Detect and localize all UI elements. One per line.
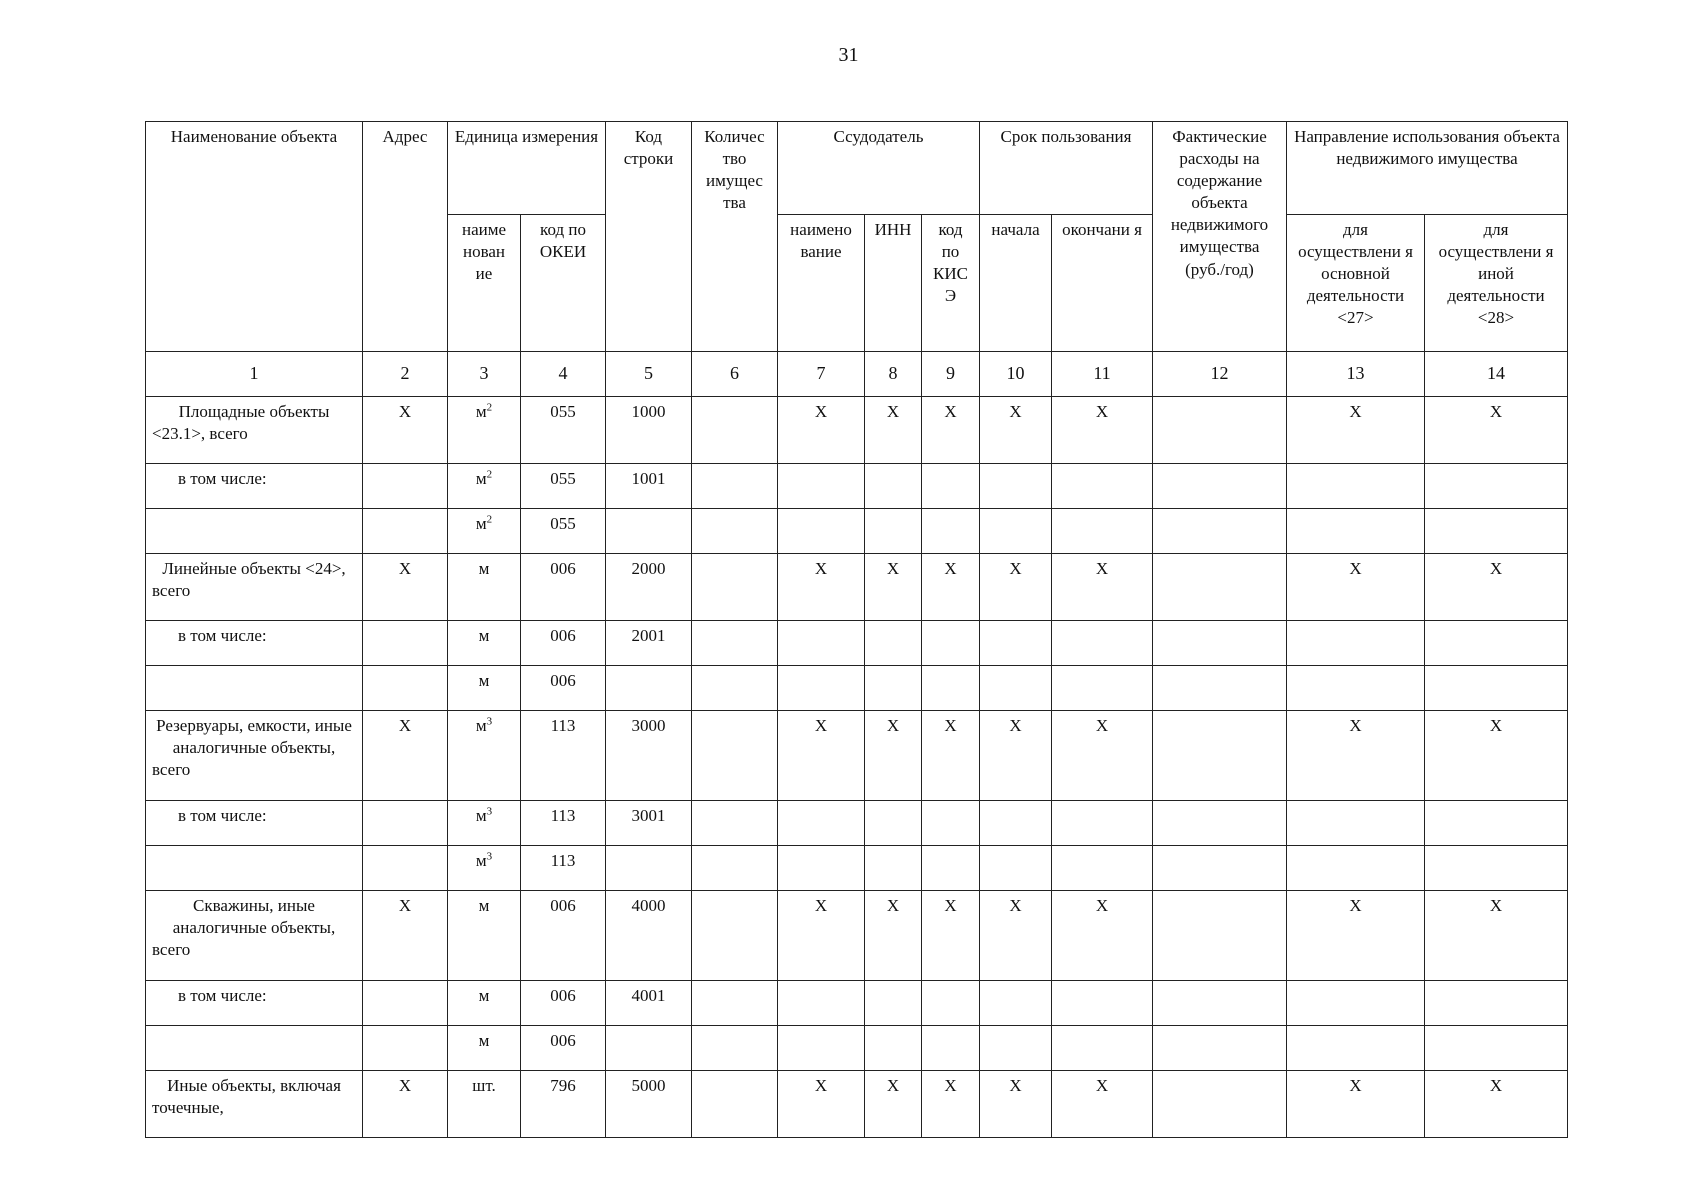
row-lender-inn: [865, 464, 922, 509]
row-term-end: X: [1052, 1071, 1153, 1138]
row-term-start: X: [980, 554, 1052, 621]
unit-exponent: 3: [486, 850, 493, 863]
row-term-end: [1052, 1026, 1153, 1071]
row-lender-inn: [865, 509, 922, 554]
column-number: 2: [363, 352, 448, 397]
row-quantity: [692, 397, 778, 464]
row-object-name: Резервуары, емкости, иные аналогичные объекты, всего: [146, 711, 363, 801]
row-okei-code: 006: [521, 554, 606, 621]
unit-label: м: [478, 896, 490, 915]
row-lender-kise: [922, 801, 980, 846]
row-lender-name: [778, 846, 865, 891]
unit-exponent: 3: [486, 715, 493, 728]
column-number: 6: [692, 352, 778, 397]
unit-exponent: 2: [486, 401, 493, 414]
row-object-name: Иные объекты, включая точечные,: [146, 1071, 363, 1138]
column-number: 7: [778, 352, 865, 397]
table-row: [146, 891, 1568, 981]
row-okei-code: 006: [521, 1026, 606, 1071]
table-row: [146, 509, 1568, 554]
row-quantity: [692, 1026, 778, 1071]
row-lender-inn: X: [865, 554, 922, 621]
row-lender-kise: [922, 846, 980, 891]
header-address: Адрес: [363, 122, 448, 352]
row-lender-kise: [922, 621, 980, 666]
column-number: 14: [1425, 352, 1568, 397]
row-direction-other: [1425, 666, 1568, 711]
row-line-code: 3000: [606, 711, 692, 801]
row-object-name: [146, 846, 363, 891]
row-unit-name: [448, 801, 521, 846]
row-okei-code: 006: [521, 981, 606, 1026]
row-term-end: [1052, 981, 1153, 1026]
row-okei-code: 006: [521, 891, 606, 981]
row-quantity: [692, 891, 778, 981]
row-unit-name: [448, 1071, 521, 1138]
row-unit-name: [448, 981, 521, 1026]
row-line-code: [606, 1026, 692, 1071]
row-term-start: X: [980, 1071, 1052, 1138]
row-direction-main: [1287, 1026, 1425, 1071]
header-expenses: Фактические расходы на содержание объекта недвижимого имущества (руб./год): [1153, 122, 1287, 352]
row-address: [363, 846, 448, 891]
row-direction-main: [1287, 666, 1425, 711]
row-line-code: 1000: [606, 397, 692, 464]
row-quantity: [692, 1071, 778, 1138]
row-address: [363, 1026, 448, 1071]
row-quantity: [692, 554, 778, 621]
row-object-name: [146, 1026, 363, 1071]
table-row: [146, 464, 1568, 509]
row-address: X: [363, 397, 448, 464]
unit-label: м: [475, 514, 487, 533]
row-term-end: X: [1052, 891, 1153, 981]
row-lender-kise: [922, 1026, 980, 1071]
row-direction-other: X: [1425, 711, 1568, 801]
row-line-code: [606, 509, 692, 554]
row-quantity: [692, 846, 778, 891]
row-line-code: [606, 846, 692, 891]
unit-exponent: 2: [486, 468, 493, 481]
table-row: [146, 1071, 1568, 1138]
row-unit-name: [448, 846, 521, 891]
row-okei-code: 006: [521, 621, 606, 666]
row-address: [363, 801, 448, 846]
row-expenses: [1153, 666, 1287, 711]
header-unit-name: наиме нован ие: [448, 215, 521, 352]
row-unit-name: [448, 464, 521, 509]
row-term-start: [980, 464, 1052, 509]
row-line-code: 4001: [606, 981, 692, 1026]
header-quantity: Количес тво имущес тва: [692, 122, 778, 352]
row-lender-name: X: [778, 554, 865, 621]
unit-label: м: [478, 626, 490, 645]
row-lender-name: [778, 666, 865, 711]
row-direction-main: [1287, 981, 1425, 1026]
row-term-start: [980, 666, 1052, 711]
row-address: X: [363, 1071, 448, 1138]
unit-label: м: [478, 986, 490, 1005]
row-lender-kise: [922, 981, 980, 1026]
column-number: 9: [922, 352, 980, 397]
row-lender-kise: [922, 464, 980, 509]
row-quantity: [692, 464, 778, 509]
row-line-code: 2001: [606, 621, 692, 666]
row-direction-other: [1425, 981, 1568, 1026]
row-term-start: [980, 846, 1052, 891]
row-line-code: [606, 666, 692, 711]
table-row: [146, 666, 1568, 711]
row-lender-name: [778, 621, 865, 666]
row-direction-other: [1425, 801, 1568, 846]
row-expenses: [1153, 464, 1287, 509]
column-number: 3: [448, 352, 521, 397]
row-direction-other: [1425, 509, 1568, 554]
unit-label: м: [478, 1031, 490, 1050]
unit-exponent: 3: [486, 805, 493, 818]
row-direction-main: [1287, 621, 1425, 666]
row-expenses: [1153, 981, 1287, 1026]
column-number: 8: [865, 352, 922, 397]
unit-label: м: [478, 559, 490, 578]
row-address: [363, 509, 448, 554]
row-direction-other: X: [1425, 891, 1568, 981]
row-lender-kise: X: [922, 1071, 980, 1138]
header-line-code: Код строки: [606, 122, 692, 352]
row-expenses: [1153, 1071, 1287, 1138]
row-term-end: [1052, 621, 1153, 666]
row-object-name: [146, 666, 363, 711]
header-lender: Ссудодатель: [778, 122, 980, 215]
header-lender-inn: ИНН: [865, 215, 922, 352]
column-number: 13: [1287, 352, 1425, 397]
row-unit-name: [448, 891, 521, 981]
table-body: [146, 397, 1568, 1138]
row-term-start: X: [980, 891, 1052, 981]
row-unit-name: [448, 554, 521, 621]
row-address: [363, 666, 448, 711]
row-lender-name: [778, 509, 865, 554]
row-term-end: X: [1052, 711, 1153, 801]
row-quantity: [692, 666, 778, 711]
row-address: X: [363, 554, 448, 621]
row-expenses: [1153, 801, 1287, 846]
row-address: [363, 621, 448, 666]
row-object-name: Линейные объекты <24>, всего: [146, 554, 363, 621]
unit-label: м: [478, 671, 490, 690]
row-lender-name: X: [778, 1071, 865, 1138]
row-line-code: 5000: [606, 1071, 692, 1138]
row-direction-other: X: [1425, 554, 1568, 621]
row-direction-main: [1287, 846, 1425, 891]
table-row: [146, 981, 1568, 1026]
unit-label: м: [475, 716, 487, 735]
row-lender-kise: [922, 509, 980, 554]
row-term-start: X: [980, 397, 1052, 464]
row-direction-main: X: [1287, 1071, 1425, 1138]
row-lender-inn: [865, 666, 922, 711]
table-row: [146, 801, 1568, 846]
row-okei-code: 113: [521, 711, 606, 801]
row-term-end: [1052, 509, 1153, 554]
row-lender-inn: X: [865, 1071, 922, 1138]
row-unit-name: [448, 397, 521, 464]
column-number: 11: [1052, 352, 1153, 397]
row-lender-name: [778, 1026, 865, 1071]
unit-label: м: [475, 402, 487, 421]
row-expenses: [1153, 846, 1287, 891]
row-okei-code: 006: [521, 666, 606, 711]
header-direction: Направление использования объекта недвижимого имущества: [1287, 122, 1568, 215]
row-lender-inn: [865, 621, 922, 666]
row-okei-code: 055: [521, 397, 606, 464]
row-line-code: 1001: [606, 464, 692, 509]
row-term-end: [1052, 846, 1153, 891]
column-number: 1: [146, 352, 363, 397]
row-lender-name: X: [778, 397, 865, 464]
unit-exponent: 2: [486, 513, 493, 526]
row-unit-name: [448, 711, 521, 801]
table-row: [146, 397, 1568, 464]
row-term-end: [1052, 464, 1153, 509]
row-line-code: 2000: [606, 554, 692, 621]
row-line-code: 3001: [606, 801, 692, 846]
row-lender-kise: X: [922, 711, 980, 801]
table-row: [146, 711, 1568, 801]
row-unit-name: [448, 666, 521, 711]
row-address: X: [363, 711, 448, 801]
column-number-row: [146, 352, 1568, 397]
column-number: 10: [980, 352, 1052, 397]
row-object-name: [146, 509, 363, 554]
row-direction-main: X: [1287, 711, 1425, 801]
row-object-name: в том числе:: [146, 981, 363, 1026]
unit-label: шт.: [472, 1076, 496, 1095]
row-term-start: [980, 509, 1052, 554]
row-direction-other: X: [1425, 397, 1568, 464]
row-line-code: 4000: [606, 891, 692, 981]
header-lender-kise: код по КИС Э: [922, 215, 980, 352]
row-okei-code: 113: [521, 801, 606, 846]
row-term-start: X: [980, 711, 1052, 801]
row-direction-other: [1425, 621, 1568, 666]
row-direction-main: X: [1287, 891, 1425, 981]
row-okei-code: 055: [521, 509, 606, 554]
row-direction-main: [1287, 801, 1425, 846]
row-okei-code: 113: [521, 846, 606, 891]
unit-label: м: [475, 806, 487, 825]
header-unit: Единица измерения: [448, 122, 606, 215]
row-lender-inn: [865, 1026, 922, 1071]
property-report-table: [145, 121, 1568, 1138]
row-unit-name: [448, 1026, 521, 1071]
row-quantity: [692, 801, 778, 846]
header-object-name: Наименование объекта: [146, 122, 363, 352]
row-lender-name: X: [778, 891, 865, 981]
row-object-name: Скважины, иные аналогичные объекты, всего: [146, 891, 363, 981]
table-row: [146, 621, 1568, 666]
row-lender-inn: [865, 846, 922, 891]
row-lender-kise: X: [922, 891, 980, 981]
row-unit-name: [448, 509, 521, 554]
row-term-start: [980, 801, 1052, 846]
row-quantity: [692, 621, 778, 666]
row-lender-name: X: [778, 711, 865, 801]
row-expenses: [1153, 397, 1287, 464]
table-row: [146, 846, 1568, 891]
row-object-name: в том числе:: [146, 621, 363, 666]
row-direction-other: X: [1425, 1071, 1568, 1138]
row-quantity: [692, 509, 778, 554]
unit-label: м: [475, 851, 487, 870]
row-lender-inn: [865, 981, 922, 1026]
row-lender-name: [778, 981, 865, 1026]
row-object-name: в том числе:: [146, 801, 363, 846]
row-direction-main: X: [1287, 554, 1425, 621]
page-number: 31: [838, 44, 859, 66]
header-term-start: начала: [980, 215, 1052, 352]
row-lender-kise: [922, 666, 980, 711]
row-unit-name: [448, 621, 521, 666]
row-direction-main: [1287, 509, 1425, 554]
row-lender-inn: X: [865, 711, 922, 801]
row-direction-main: X: [1287, 397, 1425, 464]
row-lender-kise: X: [922, 554, 980, 621]
column-number: 4: [521, 352, 606, 397]
row-term-end: [1052, 666, 1153, 711]
row-expenses: [1153, 1026, 1287, 1071]
row-okei-code: 055: [521, 464, 606, 509]
header-term-end: окончани я: [1052, 215, 1153, 352]
row-address: [363, 464, 448, 509]
table-row: [146, 554, 1568, 621]
row-lender-name: [778, 801, 865, 846]
row-term-end: X: [1052, 554, 1153, 621]
row-expenses: [1153, 554, 1287, 621]
row-okei-code: 796: [521, 1071, 606, 1138]
unit-label: м: [475, 469, 487, 488]
row-lender-name: [778, 464, 865, 509]
column-number: 5: [606, 352, 692, 397]
row-quantity: [692, 981, 778, 1026]
row-lender-kise: X: [922, 397, 980, 464]
row-object-name: в том числе:: [146, 464, 363, 509]
row-term-start: [980, 981, 1052, 1026]
column-number: 12: [1153, 352, 1287, 397]
row-term-start: [980, 621, 1052, 666]
row-direction-other: [1425, 846, 1568, 891]
row-term-end: X: [1052, 397, 1153, 464]
row-lender-inn: X: [865, 397, 922, 464]
row-expenses: [1153, 509, 1287, 554]
row-direction-other: [1425, 1026, 1568, 1071]
header-unit-code: код по ОКЕИ: [521, 215, 606, 352]
row-expenses: [1153, 891, 1287, 981]
row-quantity: [692, 711, 778, 801]
row-address: [363, 981, 448, 1026]
table-row: [146, 1026, 1568, 1071]
row-address: X: [363, 891, 448, 981]
header-term: Срок пользования: [980, 122, 1153, 215]
row-lender-inn: X: [865, 891, 922, 981]
header-direction-other: для осуществлени я иной деятельности <28>: [1425, 215, 1568, 352]
row-expenses: [1153, 621, 1287, 666]
row-direction-other: [1425, 464, 1568, 509]
row-term-start: [980, 1026, 1052, 1071]
header-direction-main: для осуществлени я основной деятельности <27>: [1287, 215, 1425, 352]
header-lender-name: наимено вание: [778, 215, 865, 352]
row-term-end: [1052, 801, 1153, 846]
row-object-name: Площадные объекты <23.1>, всего: [146, 397, 363, 464]
row-expenses: [1153, 711, 1287, 801]
row-direction-main: [1287, 464, 1425, 509]
row-lender-inn: [865, 801, 922, 846]
